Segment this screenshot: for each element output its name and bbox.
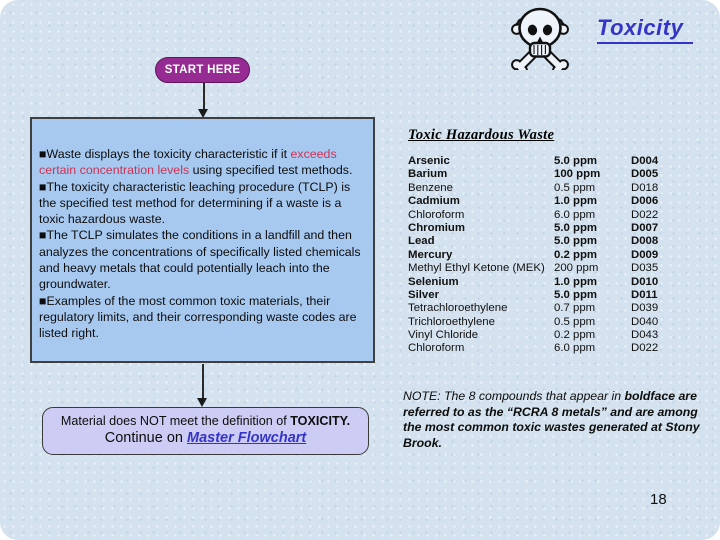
table-row	[408, 316, 698, 329]
table-row	[408, 342, 698, 355]
chemical-name: Benzene	[408, 181, 453, 194]
limit-value: 0.2 ppm	[554, 248, 598, 261]
limit-value: 6.0 ppm	[554, 208, 596, 221]
table-row	[408, 209, 698, 222]
limit-value: 6.0 ppm	[554, 342, 596, 355]
table-row	[408, 276, 698, 289]
table-title: Toxic Hazardous Waste	[408, 127, 555, 143]
chemical-name: Chromium	[408, 221, 465, 234]
table-row	[408, 249, 698, 262]
table-row	[408, 302, 698, 315]
page-title: Toxicity	[597, 15, 693, 44]
page-number: 18	[650, 491, 667, 508]
waste-code: D035	[631, 262, 659, 275]
flow-arrow-down-2	[196, 364, 209, 407]
toxicity-info-box	[30, 117, 375, 363]
start-here-label: START HERE	[164, 64, 241, 76]
table-row	[408, 182, 698, 195]
limit-value: 5.0 ppm	[554, 235, 598, 248]
skull-crossbones-icon	[503, 2, 577, 70]
table-row	[408, 222, 698, 235]
result-box	[42, 407, 369, 455]
limit-value: 0.5 ppm	[554, 315, 596, 328]
highlighted-text: exceeds certain concentration levels	[39, 147, 337, 178]
bullet-item: ■Examples of the most common toxic materials, their regulatory limits, and their corresponding waste codes are listed right.	[39, 293, 357, 341]
limit-value: 100 ppm	[554, 168, 601, 181]
waste-code: D018	[631, 181, 659, 194]
flow-arrow-down-1	[197, 83, 210, 118]
chemical-name: Cadmium	[408, 195, 460, 208]
table-row	[408, 168, 698, 181]
chemical-name: Methyl Ethyl Ketone (MEK)	[408, 262, 545, 275]
waste-code: D043	[631, 329, 659, 342]
waste-code: D010	[631, 275, 659, 288]
limit-value: 1.0 ppm	[554, 195, 598, 208]
limit-value: 0.5 ppm	[554, 181, 596, 194]
waste-code: D011	[631, 288, 658, 301]
waste-code: D040	[631, 315, 659, 328]
waste-code: D007	[631, 221, 659, 234]
chemical-name: Tetrachloroethylene	[408, 302, 508, 315]
waste-code: D006	[631, 195, 659, 208]
table-row	[408, 195, 698, 208]
chemical-name: Arsenic	[408, 155, 450, 167]
table-row	[408, 329, 698, 342]
table-row	[408, 262, 698, 275]
chemical-name: Vinyl Chloride	[408, 329, 479, 342]
bullet-item: ■Waste displays the toxicity characteristic if it exceeds certain concentration levels using specified test methods.	[39, 147, 353, 178]
chemical-name: Barium	[408, 168, 448, 181]
bullet-item: ■The toxicity characteristic leaching procedure (TCLP) is the specified test method for determining if a waste is a toxic hazardous waste.	[39, 179, 351, 227]
chemical-name: Chloroform	[408, 208, 465, 221]
start-here-badge	[155, 57, 250, 83]
master-flowchart-link[interactable]: Master Flowchart	[186, 430, 307, 446]
waste-code: D022	[631, 342, 659, 355]
waste-code: D004	[631, 155, 659, 167]
limit-value: 200 ppm	[554, 262, 599, 275]
chemical-name: Trichloroethylene	[408, 315, 495, 328]
waste-code: D039	[631, 302, 659, 315]
result-line2: Continue on Master Flowchart	[104, 430, 307, 446]
chemical-name: Silver	[408, 288, 440, 301]
limit-value: 0.7 ppm	[554, 302, 596, 315]
chemical-name: Chloroform	[408, 342, 465, 355]
bullet-item: ■The TCLP simulates the conditions in a landfill and then analyzes the concentrations of specifically listed chemicals and heavy metals that could potentially leach into the groundwater.	[39, 228, 361, 292]
waste-code: D009	[631, 248, 659, 261]
limit-value: 5.0 ppm	[554, 155, 598, 167]
chemical-name: Lead	[408, 235, 435, 248]
limit-value: 5.0 ppm	[554, 221, 598, 234]
limit-value: 0.2 ppm	[554, 329, 596, 342]
waste-code: D008	[631, 235, 659, 248]
waste-code: D022	[631, 208, 659, 221]
table-row	[408, 155, 698, 168]
limit-value: 1.0 ppm	[554, 275, 598, 288]
note-text: NOTE: The 8 compounds that appear in boldface are referred to as the “RCRA 8 metals” and are among the most common toxic wastes generated at Stony Brook.	[403, 389, 700, 450]
table-row	[408, 235, 698, 248]
waste-code: D005	[631, 168, 659, 181]
result-line1: Material does NOT meet the definition of TOXICITY.	[60, 414, 351, 428]
hazardous-waste-table	[408, 155, 698, 356]
table-row	[408, 289, 698, 302]
chemical-name: Mercury	[408, 248, 453, 261]
chemical-name: Selenium	[408, 275, 459, 288]
limit-value: 5.0 ppm	[554, 288, 598, 301]
